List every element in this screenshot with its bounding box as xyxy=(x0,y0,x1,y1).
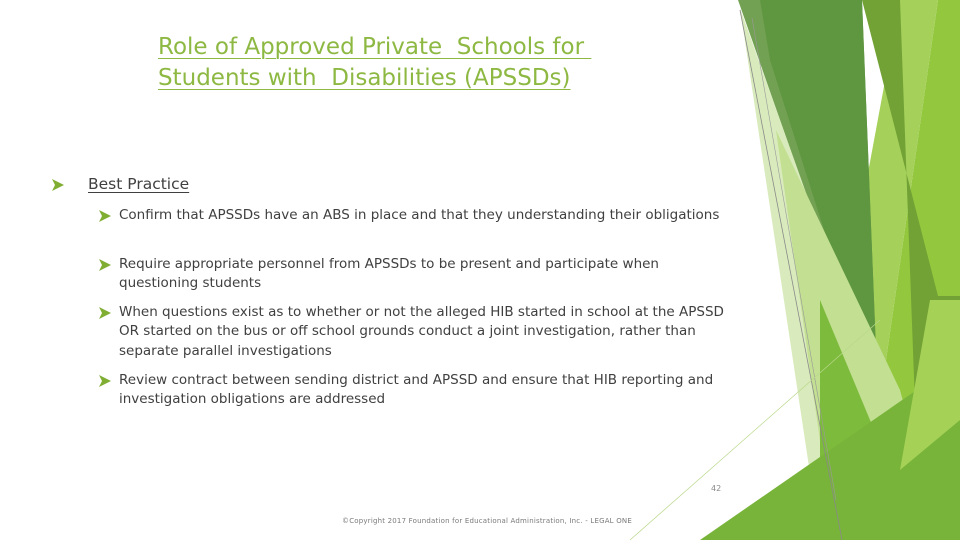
diamond-arrow-icon xyxy=(99,259,111,271)
diamond-arrow-icon xyxy=(99,307,111,319)
bullet-text: Review contract between sending district and APSSD and ensure that HIB reporting and investigation obligations are addressed xyxy=(119,372,714,408)
title-line-1: Role of Approved Private Schools for xyxy=(158,34,592,60)
title-line-2: Students with Disabilities (APSSDs) xyxy=(158,65,571,91)
bullet-text: When questions exist as to whether or not the alleged HIB started in school at the APSSD OR started on the bus or off school grounds conduct a joint investigation, rather than separate parallel investigations xyxy=(119,304,724,359)
diamond-arrow-icon xyxy=(99,375,111,387)
diamond-arrow-icon xyxy=(52,179,64,191)
page-number: 42 xyxy=(711,484,722,493)
slide-title xyxy=(158,32,678,94)
bullet-text: Confirm that APSSDs have an ABS in place and that they understanding their obligations xyxy=(119,207,720,223)
footer-copyright: ©Copyright 2017 Foundation for Educational Administration, Inc. - LEGAL ONE xyxy=(342,517,632,525)
diamond-arrow-icon xyxy=(99,210,111,222)
bullet-text: Require appropriate personnel from APSSDs to be present and participate when questioning students xyxy=(119,256,659,292)
main-bullet-label: Best Practice xyxy=(88,175,190,193)
